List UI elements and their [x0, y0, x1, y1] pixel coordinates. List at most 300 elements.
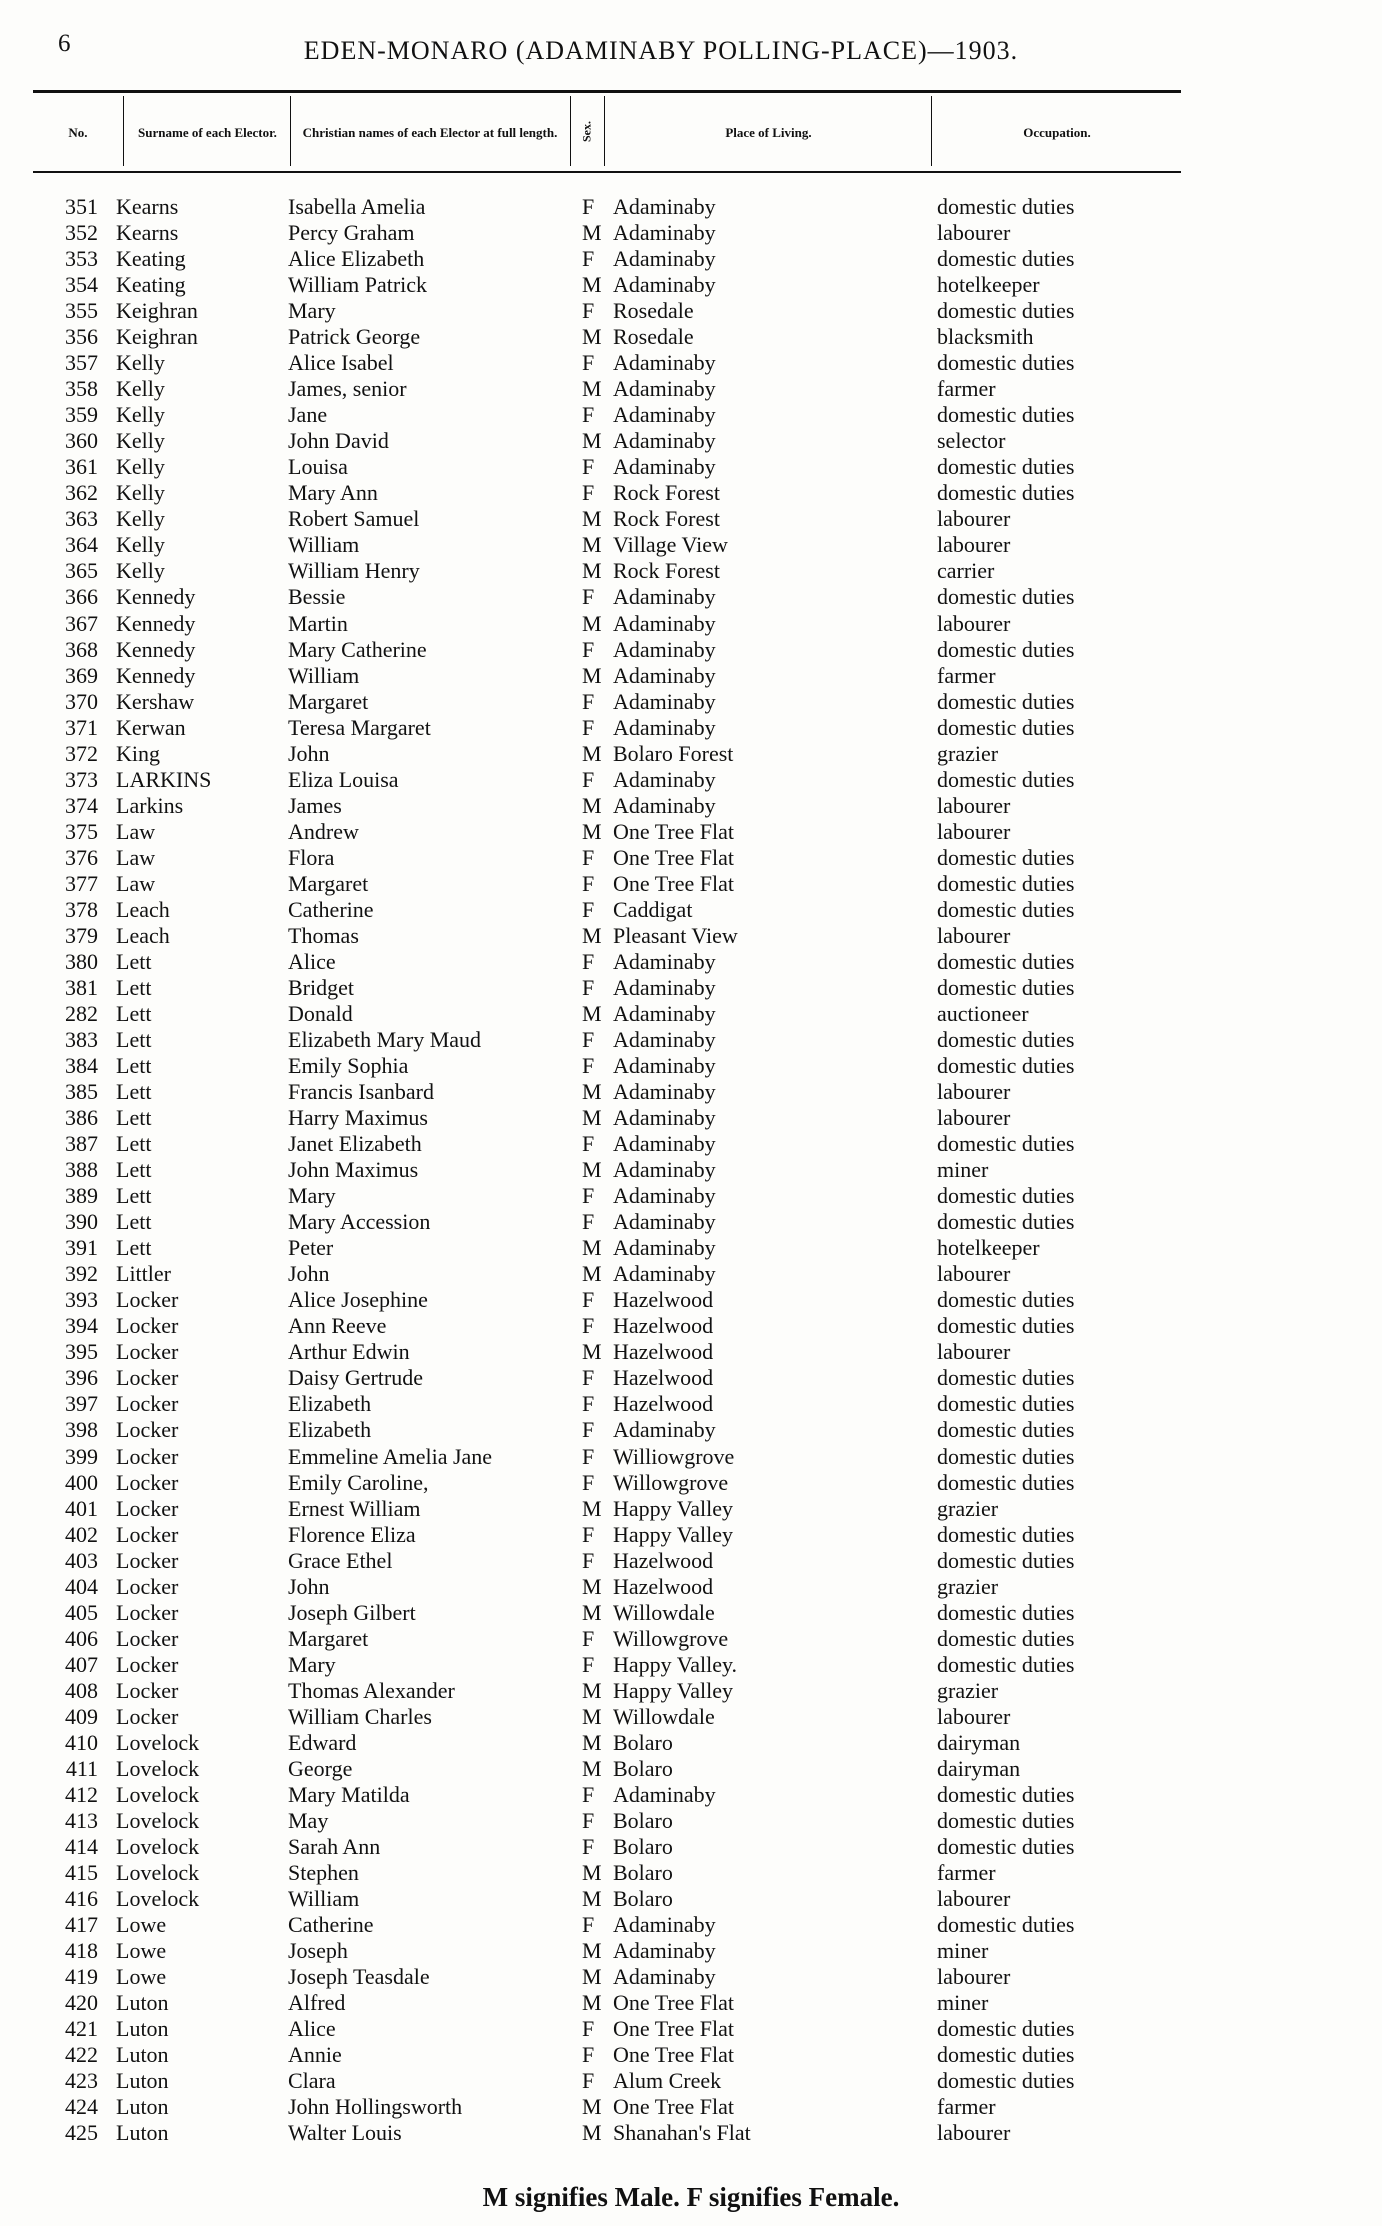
elector-christian-names: Janet Elizabeth [288, 1131, 422, 1157]
elector-number: 403 [65, 1547, 98, 1573]
elector-sex: F [582, 194, 595, 219]
elector-place-of-living: Hazelwood [613, 1391, 714, 1417]
elector-christian-names: Emily Caroline, [288, 1469, 429, 1495]
table-row [0, 1652, 1382, 1678]
table-row [0, 1912, 1382, 1938]
elector-sex: F [582, 1625, 595, 1651]
table-row [0, 1496, 1382, 1522]
elector-number: 411 [65, 1755, 98, 1781]
table-header-rule [33, 171, 1181, 173]
elector-number: 360 [65, 428, 98, 454]
table-row [0, 1704, 1382, 1730]
table-row [0, 350, 1382, 376]
elector-sex: F [582, 1053, 595, 1079]
page-number: 6 [58, 30, 71, 57]
elector-table-body [0, 194, 1382, 2146]
elector-surname: Lett [116, 1000, 152, 1026]
elector-sex: F [582, 1469, 595, 1495]
elector-place-of-living: Adaminaby [613, 1235, 716, 1261]
elector-occupation: domestic duties [937, 584, 1075, 610]
table-row [0, 1079, 1382, 1105]
elector-number: 422 [65, 2042, 98, 2068]
table-row [0, 194, 1382, 220]
elector-place-of-living: Adaminaby [613, 194, 716, 219]
elector-number: 419 [65, 1964, 98, 1990]
elector-christian-names: Florence Eliza [288, 1521, 416, 1547]
elector-occupation: domestic duties [937, 350, 1075, 376]
elector-christian-names: John [288, 740, 330, 766]
elector-sex: M [582, 1964, 602, 1990]
elector-occupation: farmer [937, 2094, 996, 2120]
table-row [0, 558, 1382, 584]
elector-sex: M [582, 428, 602, 454]
elector-surname: Lovelock [116, 1860, 200, 1885]
elector-surname: Lett [116, 1131, 152, 1157]
elector-number: 396 [65, 1365, 98, 1391]
elector-occupation: labourer [937, 1703, 1011, 1729]
elector-number: 352 [65, 220, 98, 246]
elector-number: 400 [65, 1469, 98, 1495]
table-row [0, 1287, 1382, 1313]
elector-occupation: domestic duties [937, 1781, 1075, 1807]
elector-christian-names: Catherine [288, 1912, 374, 1938]
elector-sex: M [582, 1495, 602, 1521]
elector-christian-names: Mary [288, 1183, 336, 1209]
table-row [0, 1235, 1382, 1261]
elector-sex: M [582, 610, 602, 636]
elector-place-of-living: Hazelwood [613, 1573, 714, 1599]
elector-christian-names: Margaret [288, 870, 369, 896]
table-row [0, 1990, 1382, 2016]
elector-sex: F [582, 480, 595, 506]
elector-occupation: domestic duties [937, 454, 1075, 480]
elector-place-of-living: Adaminaby [613, 688, 716, 714]
elector-sex: F [582, 1807, 595, 1833]
table-row [0, 767, 1382, 793]
elector-occupation: miner [937, 1990, 989, 2016]
elector-place-of-living: Bolaro [613, 1755, 673, 1781]
elector-place-of-living: One Tree Flat [613, 870, 734, 896]
table-row [0, 298, 1382, 324]
table-row [0, 1391, 1382, 1417]
elector-place-of-living: Happy Valley [613, 1495, 733, 1521]
elector-occupation: labourer [937, 818, 1011, 844]
elector-sex: F [582, 1547, 595, 1573]
elector-surname: Kennedy [116, 662, 196, 688]
header-surname: Surname of each Elector. [138, 124, 277, 140]
elector-occupation: hotelkeeper [937, 272, 1040, 298]
elector-christian-names: Francis Isanbard [288, 1079, 435, 1105]
elector-occupation: dairyman [937, 1729, 1021, 1755]
elector-place-of-living: Rosedale [613, 298, 694, 324]
elector-number: 386 [65, 1105, 98, 1131]
elector-place-of-living: Hazelwood [613, 1313, 714, 1339]
elector-number: 405 [65, 1599, 98, 1625]
table-row [0, 2016, 1382, 2042]
elector-place-of-living: Rock Forest [613, 506, 720, 532]
elector-sex: M [582, 1261, 602, 1287]
elector-christian-names: Mary [288, 298, 336, 324]
elector-place-of-living: Adaminaby [613, 1261, 716, 1287]
elector-sex: F [582, 636, 595, 662]
elector-number: 424 [65, 2094, 98, 2120]
elector-number: 356 [65, 324, 98, 350]
elector-surname: Kelly [116, 402, 165, 428]
elector-place-of-living: Adaminaby [613, 454, 716, 480]
elector-sex: F [582, 1365, 595, 1391]
column-divider [570, 96, 571, 166]
elector-surname: Lett [116, 1053, 152, 1079]
table-row [0, 428, 1382, 454]
elector-surname: Locker [116, 1677, 179, 1703]
table-row [0, 1183, 1382, 1209]
elector-sex: M [582, 922, 602, 948]
elector-occupation: farmer [937, 376, 996, 402]
elector-surname: Kelly [116, 428, 165, 454]
elector-surname: Larkins [116, 792, 184, 818]
elector-place-of-living: Happy Valley [613, 1677, 733, 1703]
elector-surname: Kelly [116, 506, 165, 532]
elector-occupation: grazier [937, 740, 999, 766]
elector-sex: M [582, 1573, 602, 1599]
elector-number: 369 [65, 662, 98, 688]
elector-number: 354 [65, 272, 98, 298]
elector-place-of-living: One Tree Flat [613, 1990, 734, 2016]
table-row [0, 1782, 1382, 1808]
elector-occupation: miner [937, 1157, 989, 1183]
elector-place-of-living: Rosedale [613, 324, 694, 350]
table-row [0, 402, 1382, 428]
elector-number: 389 [65, 1183, 98, 1209]
elector-occupation: domestic duties [937, 1391, 1075, 1417]
elector-number: 393 [65, 1287, 98, 1313]
elector-surname: Kelly [116, 480, 165, 506]
elector-sex: F [582, 1833, 595, 1859]
elector-occupation: labourer [937, 1886, 1011, 1912]
elector-surname: Kelly [116, 376, 165, 402]
elector-place-of-living: Adaminaby [613, 1053, 716, 1079]
elector-occupation: domestic duties [937, 1651, 1075, 1677]
table-row [0, 2068, 1382, 2094]
table-row [0, 1626, 1382, 1652]
page-title-text: EDEN-MONARO (ADAMINABY POLLING-PLACE)—1903. [303, 36, 1019, 65]
elector-number: 385 [65, 1079, 98, 1105]
elector-surname: Locker [116, 1703, 179, 1729]
elector-place-of-living: Pleasant View [613, 922, 738, 948]
elector-place-of-living: Adaminaby [613, 350, 716, 376]
table-row [0, 220, 1382, 246]
elector-number: 420 [65, 1990, 98, 2016]
elector-surname: Keighran [116, 324, 198, 350]
elector-surname: Kerwan [116, 714, 186, 740]
elector-occupation: hotelkeeper [937, 1235, 1040, 1261]
elector-place-of-living: Caddigat [613, 896, 693, 922]
elector-occupation: labourer [937, 2120, 1011, 2146]
elector-occupation: labourer [937, 610, 1011, 636]
elector-sex: M [582, 376, 602, 402]
table-row [0, 272, 1382, 298]
elector-christian-names: Isabella Amelia [288, 194, 426, 219]
elector-number: 372 [65, 740, 98, 766]
elector-number: 357 [65, 350, 98, 376]
elector-occupation: domestic duties [937, 1183, 1075, 1209]
elector-surname: Locker [116, 1651, 179, 1677]
elector-sex: M [582, 792, 602, 818]
table-row [0, 637, 1382, 663]
elector-number: 399 [65, 1443, 98, 1469]
elector-surname: Locker [116, 1521, 179, 1547]
elector-sex: F [582, 1651, 595, 1677]
elector-occupation: labourer [937, 792, 1011, 818]
elector-number: 364 [65, 532, 98, 558]
elector-surname: Lett [116, 948, 152, 974]
elector-sex: F [582, 1027, 595, 1052]
elector-occupation: domestic duties [937, 480, 1075, 506]
elector-occupation: domestic duties [937, 402, 1075, 428]
elector-place-of-living: Adaminaby [613, 1105, 716, 1131]
table-row [0, 975, 1382, 1001]
elector-sex: F [582, 1313, 595, 1339]
elector-surname: Keating [116, 272, 186, 298]
elector-number: 416 [65, 1886, 98, 1912]
elector-surname: King [116, 740, 160, 766]
table-row [0, 1860, 1382, 1886]
table-row [0, 246, 1382, 272]
elector-surname: Lovelock [116, 1781, 200, 1807]
elector-occupation: carrier [937, 558, 995, 584]
elector-sex: F [582, 844, 595, 870]
elector-place-of-living: Adaminaby [613, 610, 716, 636]
table-row [0, 819, 1382, 845]
elector-sex: F [582, 402, 595, 428]
table-row [0, 923, 1382, 949]
elector-surname: Lett [116, 1027, 152, 1052]
elector-occupation: domestic duties [937, 714, 1075, 740]
elector-number: 358 [65, 376, 98, 402]
elector-number: 366 [65, 584, 98, 610]
elector-place-of-living: Adaminaby [613, 948, 716, 974]
elector-christian-names: Jane [288, 402, 328, 428]
elector-christian-names: George [288, 1755, 353, 1781]
elector-surname: Kearns [116, 220, 179, 246]
elector-number: 391 [65, 1235, 98, 1261]
elector-place-of-living: Willowgrove [613, 1625, 729, 1651]
elector-surname: Luton [116, 2042, 169, 2068]
elector-christian-names: Mary Matilda [288, 1781, 410, 1807]
elector-number: 417 [65, 1912, 98, 1938]
elector-surname: Lett [116, 1105, 152, 1131]
elector-surname: Locker [116, 1625, 179, 1651]
elector-number: 368 [65, 636, 98, 662]
elector-place-of-living: Alum Creek [613, 2068, 722, 2094]
elector-sex: F [582, 1521, 595, 1547]
elector-place-of-living: Adaminaby [613, 220, 716, 246]
elector-sex: M [582, 662, 602, 688]
elector-occupation: labourer [937, 220, 1011, 246]
table-row [0, 532, 1382, 558]
elector-surname: Law [116, 870, 156, 896]
elector-sex: M [582, 1860, 602, 1885]
elector-surname: Locker [116, 1495, 179, 1521]
elector-surname: Lett [116, 1079, 152, 1105]
elector-number: 394 [65, 1313, 98, 1339]
elector-christian-names: Catherine [288, 896, 374, 922]
table-row [0, 2120, 1382, 2146]
elector-number: 409 [65, 1703, 98, 1729]
header-occupation: Occupation. [1023, 124, 1091, 140]
table-row [0, 1730, 1382, 1756]
elector-sex: F [582, 1781, 595, 1807]
elector-sex: F [582, 1209, 595, 1235]
header-no: No. [68, 124, 88, 140]
elector-occupation: grazier [937, 1677, 999, 1703]
table-row [0, 1365, 1382, 1391]
elector-christian-names: Elizabeth [288, 1391, 372, 1417]
table-row [0, 793, 1382, 819]
elector-christian-names: Joseph Teasdale [288, 1964, 430, 1990]
elector-christian-names: James [288, 792, 342, 818]
elector-number: 407 [65, 1651, 98, 1677]
elector-place-of-living: Willowdale [613, 1599, 715, 1625]
elector-occupation: labourer [937, 1339, 1011, 1365]
elector-surname: Leach [116, 896, 170, 922]
elector-christian-names: Emmeline Amelia Jane [288, 1443, 493, 1469]
elector-place-of-living: Village View [613, 532, 728, 558]
elector-occupation: domestic duties [937, 844, 1075, 870]
elector-place-of-living: Happy Valley. [613, 1651, 738, 1677]
elector-christian-names: Robert Samuel [288, 506, 420, 532]
elector-christian-names: Flora [288, 844, 335, 870]
elector-sex: M [582, 2094, 602, 2120]
elector-occupation: domestic duties [937, 1027, 1075, 1052]
elector-place-of-living: Adaminaby [613, 792, 716, 818]
elector-sex: F [582, 1391, 595, 1417]
elector-number: 374 [65, 792, 98, 818]
table-row [0, 1600, 1382, 1626]
table-row [0, 1053, 1382, 1079]
table-row [0, 506, 1382, 532]
elector-christian-names: Mary Catherine [288, 636, 427, 662]
elector-sex: M [582, 558, 602, 584]
table-row [0, 480, 1382, 506]
elector-surname: Lett [116, 1157, 152, 1183]
header-christian: Christian names of each Elector at full length. [302, 124, 558, 140]
elector-surname: Kelly [116, 454, 165, 480]
table-row [0, 376, 1382, 402]
elector-number: 404 [65, 1573, 98, 1599]
elector-occupation: domestic duties [937, 1599, 1075, 1625]
elector-occupation: domestic duties [937, 1131, 1075, 1157]
elector-occupation: domestic duties [937, 1469, 1075, 1495]
table-row [0, 1938, 1382, 1964]
elector-number: 383 [65, 1027, 98, 1052]
table-row [0, 715, 1382, 741]
elector-christian-names: Alice [288, 2016, 336, 2042]
elector-christian-names: Daisy Gertrude [288, 1365, 424, 1391]
elector-place-of-living: Adaminaby [613, 1938, 716, 1964]
elector-place-of-living: Hazelwood [613, 1287, 714, 1313]
elector-place-of-living: Bolaro [613, 1886, 673, 1912]
elector-number: 379 [65, 922, 98, 948]
elector-occupation: domestic duties [937, 896, 1075, 922]
table-row [0, 1157, 1382, 1183]
elector-surname: Locker [116, 1365, 179, 1391]
elector-sex: F [582, 766, 595, 792]
elector-surname: Locker [116, 1417, 179, 1443]
elector-christian-names: Patrick George [288, 324, 421, 350]
elector-surname: Locker [116, 1573, 179, 1599]
elector-christian-names: Sarah Ann [288, 1833, 381, 1859]
header-sex: Sex. [579, 121, 594, 143]
table-row [0, 1886, 1382, 1912]
table-row [0, 1105, 1382, 1131]
column-divider [123, 96, 124, 166]
page-title [0, 36, 1382, 66]
elector-number: 373 [65, 766, 98, 792]
elector-sex: M [582, 1079, 602, 1105]
elector-place-of-living: Adaminaby [613, 246, 716, 272]
elector-sex: F [582, 1131, 595, 1157]
elector-sex: M [582, 506, 602, 532]
elector-sex: M [582, 1339, 602, 1365]
elector-surname: LARKINS [116, 766, 212, 792]
elector-sex: F [582, 1443, 595, 1469]
elector-place-of-living: Hazelwood [613, 1339, 714, 1365]
elector-christian-names: Alice [288, 948, 336, 974]
elector-occupation: domestic duties [937, 1625, 1075, 1651]
table-row [0, 1027, 1382, 1053]
elector-place-of-living: Adaminaby [613, 1027, 716, 1052]
elector-christian-names: Alfred [288, 1990, 346, 2016]
elector-number: 414 [65, 1833, 98, 1859]
elector-sex: F [582, 2042, 595, 2068]
elector-place-of-living: Adaminaby [613, 1131, 716, 1157]
elector-number: 425 [65, 2120, 98, 2146]
elector-place-of-living: Hazelwood [613, 1365, 714, 1391]
elector-sex: F [582, 1912, 595, 1938]
elector-surname: Lowe [116, 1964, 167, 1990]
elector-christian-names: Margaret [288, 1625, 369, 1651]
elector-surname: Lowe [116, 1938, 167, 1964]
elector-place-of-living: One Tree Flat [613, 818, 734, 844]
elector-sex: M [582, 1755, 602, 1781]
elector-surname: Kennedy [116, 584, 196, 610]
elector-number: 351 [65, 194, 98, 219]
elector-christian-names: William [288, 532, 360, 558]
elector-sex: M [582, 324, 602, 350]
elector-sex: F [582, 2016, 595, 2042]
elector-number: 377 [65, 870, 98, 896]
elector-christian-names: John Maximus [288, 1157, 419, 1183]
elector-surname: Keighran [116, 298, 198, 324]
elector-occupation: selector [937, 428, 1006, 454]
elector-number: 353 [65, 246, 98, 272]
table-row [0, 1574, 1382, 1600]
elector-christian-names: Elizabeth Mary Maud [288, 1027, 482, 1052]
elector-number: 397 [65, 1391, 98, 1417]
elector-occupation: grazier [937, 1573, 999, 1599]
elector-christian-names: Donald [288, 1000, 353, 1026]
sex-legend: M signifies Male. F signifies Female. [482, 2182, 900, 2212]
elector-surname: Kennedy [116, 636, 196, 662]
table-row [0, 1261, 1382, 1287]
elector-sex: F [582, 688, 595, 714]
elector-christian-names: Arthur Edwin [288, 1339, 410, 1365]
elector-occupation: domestic duties [937, 1833, 1075, 1859]
elector-sex: F [582, 350, 595, 376]
elector-number: 398 [65, 1417, 98, 1443]
elector-occupation: domestic duties [937, 1547, 1075, 1573]
